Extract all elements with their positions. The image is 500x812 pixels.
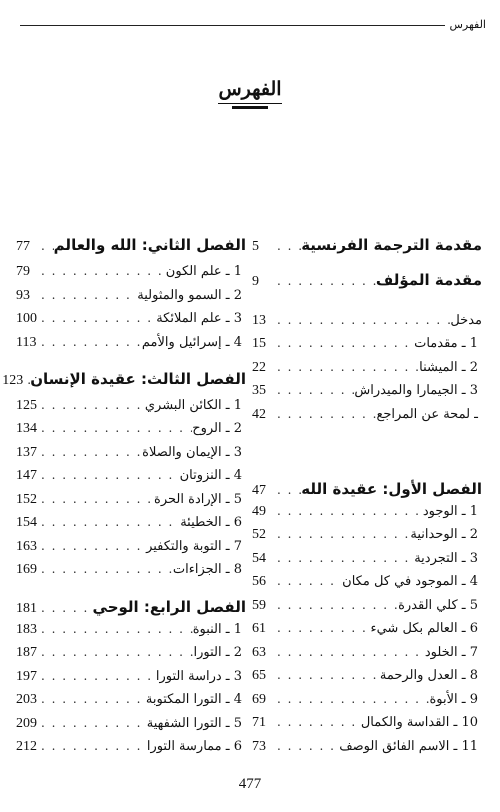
dot-leader xyxy=(38,539,146,553)
toc-entry xyxy=(252,383,482,405)
dot-leader xyxy=(274,739,339,753)
toc-entry-label: 9 ـ الأبوة xyxy=(429,692,478,707)
dot-leader xyxy=(38,645,194,659)
toc-entry-page: 22 xyxy=(252,360,266,375)
toc-entry-label: 6 ـ ممارسة التورا xyxy=(146,739,242,754)
dot-leader xyxy=(274,551,414,565)
toc-entry xyxy=(252,313,482,335)
toc-entry-page: 181 xyxy=(16,601,37,616)
toc-entry xyxy=(252,551,482,573)
toc-entry xyxy=(252,668,482,690)
toc-entry-label: ـ لمحة عن المراجع xyxy=(376,407,478,422)
toc-entry-label: 6 ـ الخطيئة xyxy=(180,515,242,530)
toc-entry xyxy=(16,468,246,490)
toc-entry-label: 7 ـ الخلود xyxy=(424,645,478,660)
toc-entry-page: 197 xyxy=(16,669,37,684)
toc-entry-page: 93 xyxy=(16,288,30,303)
toc-entry-label: 3 ـ التجردية xyxy=(414,551,478,566)
toc-entry-label: 5 ـ كلي القدرة xyxy=(398,598,478,613)
toc-entry xyxy=(252,407,482,429)
toc-chapter-entry xyxy=(16,236,246,258)
toc-entry-label: 5 ـ الإرادة الحرة xyxy=(154,492,242,507)
toc-entry xyxy=(252,692,482,714)
title-underline xyxy=(232,106,268,109)
dot-leader xyxy=(38,468,180,482)
toc-entry-label: 1 ـ الوجود xyxy=(422,504,478,519)
dot-leader xyxy=(38,739,147,753)
toc-entry-label: الفصل الرابع: الوحي xyxy=(92,598,246,616)
dot-leader xyxy=(38,335,142,349)
toc-entry-label: 5 ـ التورا الشفهية xyxy=(146,716,242,731)
dot-leader xyxy=(274,274,376,288)
toc-entry-label: 1 ـ مقدمات xyxy=(414,336,478,351)
toc-entry-label: 4 ـ الموجود في كل مكان xyxy=(342,574,478,589)
toc-entry xyxy=(16,445,246,467)
dot-leader xyxy=(274,692,429,706)
toc-entry-label: 3 ـ الجيمارا والميدراش xyxy=(354,383,478,398)
toc-entry-label: 1 ـ الكائن البشري xyxy=(144,398,242,413)
toc-entry-page: 147 xyxy=(16,468,37,483)
toc-entry-page: 63 xyxy=(252,645,266,660)
toc-entry-page: 183 xyxy=(16,622,37,637)
toc-entry-page: 125 xyxy=(16,398,37,413)
header-rule xyxy=(20,25,445,26)
toc-entry-label: 3 ـ الإيمان والصلاة xyxy=(142,445,242,460)
toc-entry-label: 4 ـ إسرائيل والأمم xyxy=(141,335,242,350)
toc-entry-label: 1 ـ علم الكون xyxy=(165,264,242,279)
toc-entry xyxy=(16,692,246,714)
toc-entry-page: 71 xyxy=(252,715,266,730)
dot-leader xyxy=(38,692,146,706)
toc-chapter-entry xyxy=(252,271,482,293)
toc-chapter-entry xyxy=(2,370,246,392)
toc-entry-page: 52 xyxy=(252,527,266,542)
dot-leader xyxy=(274,360,419,374)
dot-leader xyxy=(38,288,137,302)
toc-entry-page: 79 xyxy=(16,264,30,279)
dot-leader xyxy=(38,311,156,325)
toc-entry-label: 10 ـ القداسة والكمال xyxy=(360,715,478,730)
toc-entry xyxy=(16,492,246,514)
toc-entry-page: 47 xyxy=(252,483,266,498)
toc-entry-page: 187 xyxy=(16,645,37,660)
dot-leader xyxy=(274,668,380,682)
dot-leader xyxy=(274,527,410,541)
dot-leader xyxy=(274,407,376,421)
toc-entry-page: 69 xyxy=(252,692,266,707)
dot-leader xyxy=(38,445,142,459)
toc-entry-page: 163 xyxy=(16,539,37,554)
dot-leader xyxy=(274,715,361,729)
toc-entry-page: 61 xyxy=(252,621,266,636)
toc-entry-page: 56 xyxy=(252,574,266,589)
toc-entry-page: 77 xyxy=(16,239,30,254)
dot-leader xyxy=(274,239,301,253)
toc-entry-label: مدخل xyxy=(450,313,482,328)
toc-entry-page: 35 xyxy=(252,383,266,398)
toc-entry-label: الفصل الأول: عقيدة الله xyxy=(301,480,482,498)
toc-entry xyxy=(16,669,246,691)
toc-entry xyxy=(252,739,482,761)
toc-entry xyxy=(252,360,482,382)
toc-entry-label: 11 ـ الاسم الفائق الوصف xyxy=(339,739,478,754)
dot-leader xyxy=(38,239,54,253)
page-title-block xyxy=(0,78,500,109)
toc-entry-label: 2 ـ الروح xyxy=(192,421,242,436)
toc-entry-label: 6 ـ العالم بكل شيء xyxy=(370,621,478,636)
dot-leader xyxy=(274,598,398,612)
toc-entry-page: 169 xyxy=(16,562,37,577)
toc-entry-label: 8 ـ الجزاءات xyxy=(172,562,242,577)
toc-entry xyxy=(16,421,246,443)
toc-entry-page: 15 xyxy=(252,336,266,351)
dot-leader xyxy=(274,483,301,497)
toc-entry-page: 212 xyxy=(16,739,37,754)
toc-entry-page: 73 xyxy=(252,739,266,754)
toc-entry-page: 59 xyxy=(252,598,266,613)
toc-entry-label: الفصل الثاني: الله والعالم xyxy=(53,236,246,254)
running-header xyxy=(20,18,486,31)
toc-entry xyxy=(16,398,246,420)
toc-entry-page: 123 xyxy=(2,373,24,388)
toc-entry-label: 2 ـ السمو والمثولية xyxy=(137,288,242,303)
dot-leader xyxy=(38,264,166,278)
toc-entry-page: 134 xyxy=(16,421,37,436)
toc-entry-page: 100 xyxy=(16,311,37,326)
toc-entry xyxy=(16,539,246,561)
toc-entry-label: 3 ـ دراسة التورا xyxy=(155,669,242,684)
toc-entry-page: 137 xyxy=(16,445,37,460)
toc-entry xyxy=(16,562,246,584)
dot-leader xyxy=(274,574,342,588)
toc-entry xyxy=(16,335,246,357)
toc-entry-page: 13 xyxy=(252,313,266,328)
dot-leader xyxy=(274,621,370,635)
dot-leader xyxy=(274,336,414,350)
toc-entry-label: 2 ـ التورا xyxy=(193,645,242,660)
toc-entry-label: 4 ـ التورا المكتوبة xyxy=(145,692,242,707)
toc-entry xyxy=(252,504,482,526)
dot-leader xyxy=(38,492,154,506)
toc-entry xyxy=(252,574,482,596)
page-title: الفهرس xyxy=(218,78,281,104)
toc-chapter-entry xyxy=(252,480,482,502)
toc-entry xyxy=(16,716,246,738)
dot-leader xyxy=(24,373,30,387)
toc-entry xyxy=(16,311,246,333)
toc-entry-page: 49 xyxy=(252,504,266,519)
dot-leader xyxy=(38,601,93,615)
dot-leader xyxy=(38,562,173,576)
dot-leader xyxy=(38,622,193,636)
toc-entry xyxy=(252,645,482,667)
dot-leader xyxy=(38,421,192,435)
toc-entry xyxy=(16,288,246,310)
dot-leader xyxy=(274,383,354,397)
dot-leader xyxy=(38,716,147,730)
toc-entry-label: مقدمة المؤلف xyxy=(375,271,482,289)
toc-chapter-entry xyxy=(252,236,482,258)
toc-entry-page: 5 xyxy=(252,239,259,254)
toc-entry-page: 154 xyxy=(16,515,37,530)
toc-entry-label: 2 ـ الوحدانية xyxy=(410,527,478,542)
toc-entry-page: 42 xyxy=(252,407,266,422)
toc-entry-label: 3 ـ علم الملائكة xyxy=(156,311,242,326)
dot-leader xyxy=(38,515,180,529)
toc-entry xyxy=(252,527,482,549)
dot-leader xyxy=(38,669,156,683)
dot-leader xyxy=(38,398,145,412)
page-number: 477 xyxy=(238,776,262,792)
toc-entry-label: 1 ـ النبوة xyxy=(192,622,242,637)
toc-entry xyxy=(16,622,246,644)
toc-entry-page: 65 xyxy=(252,668,266,683)
toc-entry-label: 8 ـ العدل والرحمة xyxy=(379,668,478,683)
toc-entry-page: 9 xyxy=(252,274,259,289)
toc-entry-label: 7 ـ التوبة والتكفير xyxy=(146,539,242,554)
toc-entry xyxy=(252,598,482,620)
toc-entry-label: مقدمة الترجمة الفرنسية xyxy=(301,236,482,254)
toc-entry xyxy=(252,336,482,358)
toc-entry xyxy=(16,645,246,667)
toc-entry-label: 2 ـ الميشنا xyxy=(419,360,478,375)
toc-entry-page: 113 xyxy=(16,335,37,350)
dot-leader xyxy=(274,313,450,327)
toc-entry-page: 152 xyxy=(16,492,37,507)
toc-entry xyxy=(16,515,246,537)
toc-entry-page: 54 xyxy=(252,551,266,566)
toc-entry-page: 203 xyxy=(16,692,37,707)
dot-leader xyxy=(274,645,425,659)
toc-entry-page: 209 xyxy=(16,716,37,731)
dot-leader xyxy=(274,504,423,518)
toc-entry xyxy=(252,621,482,643)
toc-entry-label: 4 ـ النزوتان xyxy=(179,468,242,483)
toc-entry xyxy=(252,715,482,737)
toc-entry-label: الفصل الثالث: عقيدة الإنسان xyxy=(30,370,246,388)
toc-chapter-entry xyxy=(16,598,246,620)
toc-entry xyxy=(16,739,246,761)
toc-entry xyxy=(16,264,246,286)
running-header-title: الفهرس xyxy=(449,18,486,31)
